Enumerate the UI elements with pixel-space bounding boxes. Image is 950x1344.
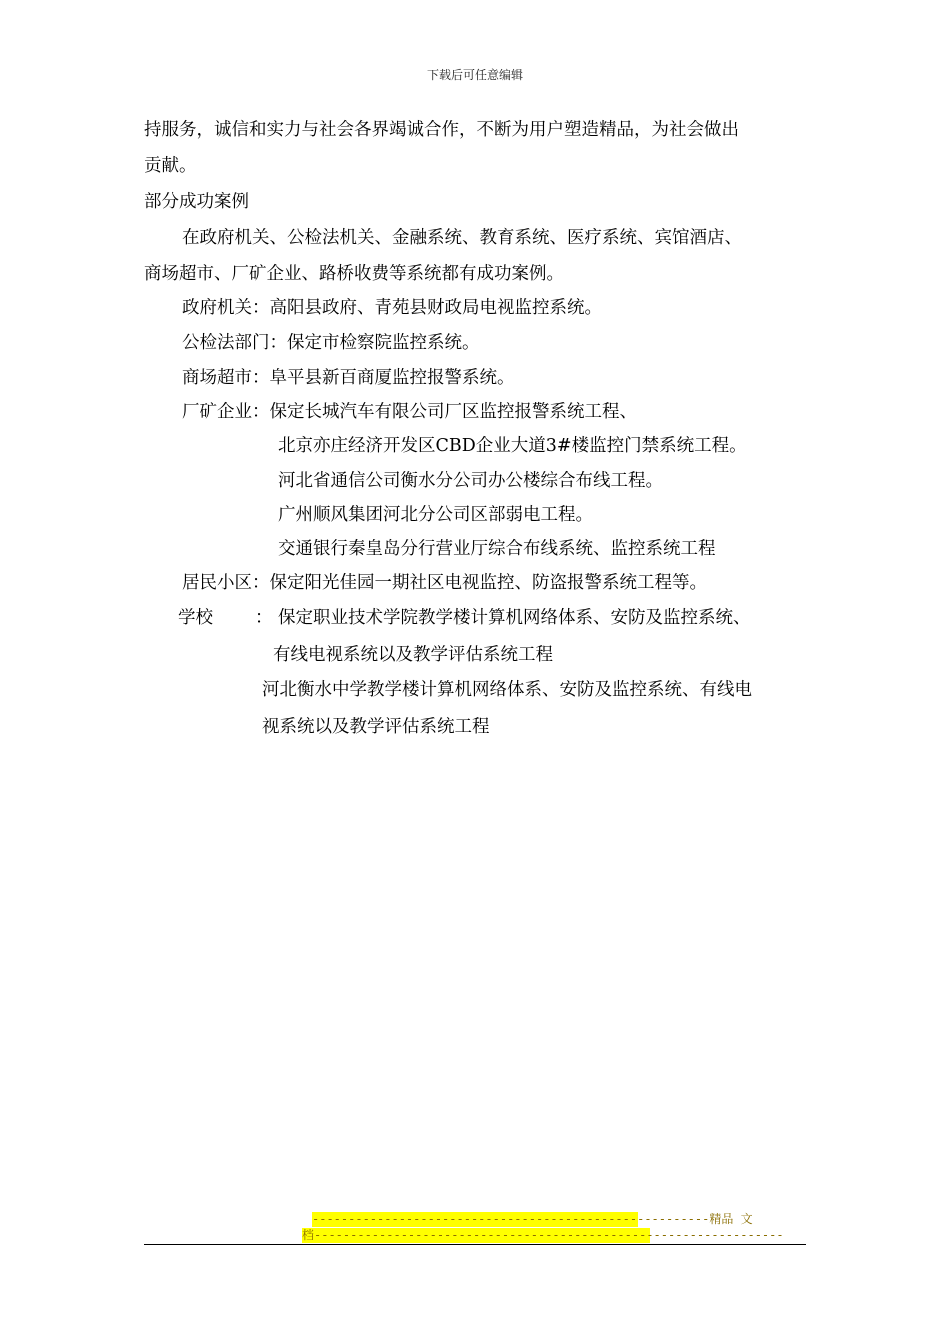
case-school-1: 保定职业技术学院教学楼计算机网络体系、安防及监控系统、 bbox=[278, 608, 751, 628]
case-factory-2: 北京亦庄经济开发区CBD企业大道3#楼监控门禁系统工程。 bbox=[278, 436, 747, 456]
paragraph-line-1: 在政府机关、公检法机关、金融系统、教育系统、医疗系统、宾馆酒店、 bbox=[182, 228, 742, 248]
footer-rule bbox=[144, 1244, 806, 1245]
case-school-2: 有线电视系统以及教学评估系统工程 bbox=[273, 645, 553, 665]
case-factory-1: 厂矿企业：保定长城汽车有限公司厂区监控报警系统工程、 bbox=[182, 402, 637, 422]
case-school-3: 河北衡水中学教学楼计算机网络体系、安防及监控系统、有线电 bbox=[262, 680, 752, 700]
case-school-colon: ： bbox=[255, 608, 273, 628]
case-government: 政府机关：高阳县政府、青苑县财政局电视监控系统。 bbox=[182, 298, 602, 318]
case-school-4: 视系统以及教学评估系统工程 bbox=[262, 717, 490, 737]
intro-line-1: 持服务，诚信和实力与社会各界竭诚合作，不断为用户塑造精品，为社会做出 bbox=[144, 120, 739, 140]
intro-line-2: 贡献。 bbox=[144, 156, 197, 176]
case-residential: 居民小区：保定阳光佳园一期社区电视监控、防盗报警系统工程等。 bbox=[182, 573, 707, 593]
case-factory-4: 广州顺风集团河北分公司区部弱电工程。 bbox=[278, 505, 593, 525]
section-title: 部分成功案例 bbox=[144, 192, 249, 212]
footer-watermark-line-1: -------------------------------------------------------精品 文 bbox=[312, 1212, 753, 1226]
case-shopping-mall: 商场超市：阜平县新百商厦监控报警系统。 bbox=[182, 368, 515, 388]
case-law-enforcement: 公检法部门：保定市检察院监控系统。 bbox=[182, 333, 480, 353]
case-factory-3: 河北省通信公司衡水分公司办公楼综合布线工程。 bbox=[278, 471, 663, 491]
case-factory-5: 交通银行秦皇岛分行营业厅综合布线系统、监控系统工程 bbox=[278, 539, 716, 559]
paragraph-line-2: 商场超市、厂矿企业、路桥收费等系统都有成功案例。 bbox=[144, 264, 564, 284]
case-school-label: 学校 bbox=[178, 608, 213, 628]
footer-watermark-line-2: 档----------------------------------------------------------------- bbox=[302, 1228, 784, 1242]
page-header: 下载后可任意编辑 bbox=[426, 68, 523, 82]
